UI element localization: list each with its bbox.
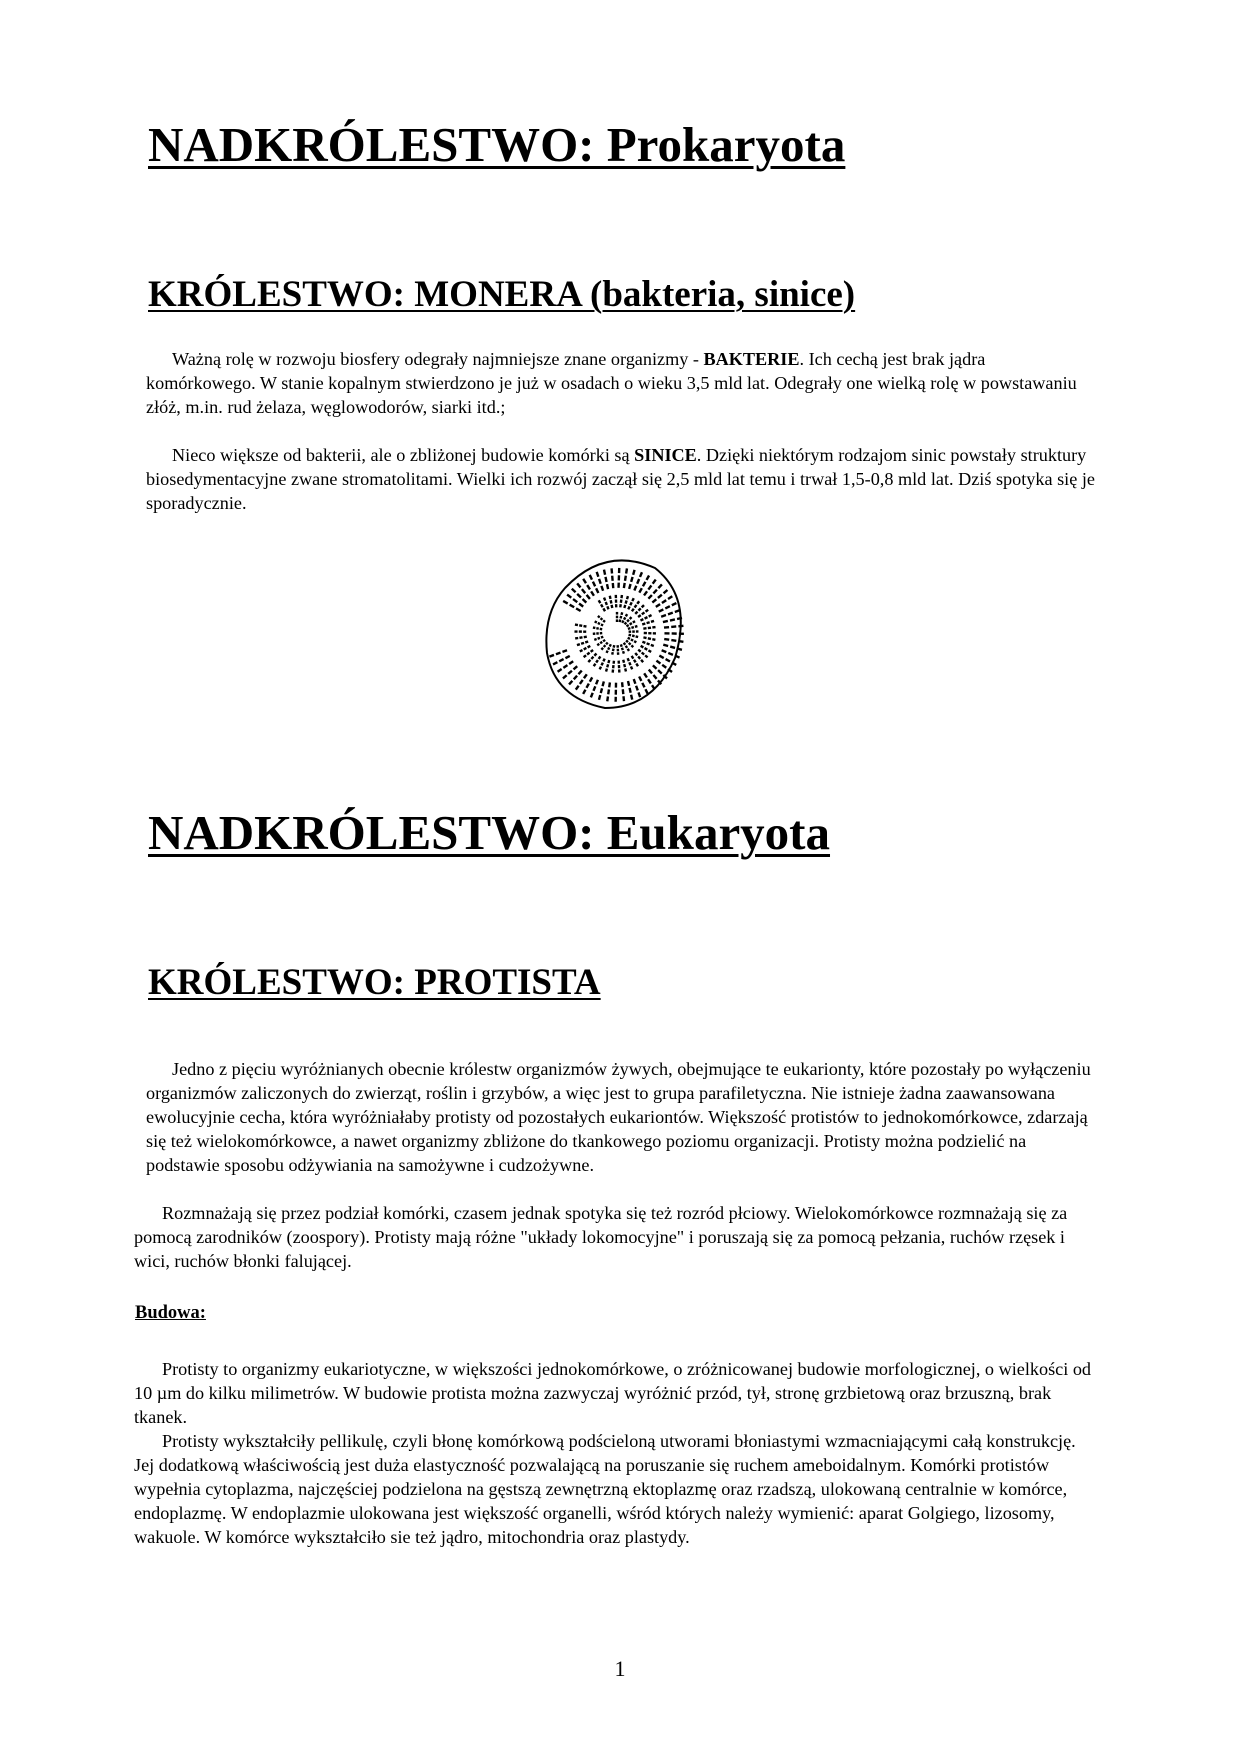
shell-chamber-stroke bbox=[625, 576, 626, 581]
shell-chamber-stroke bbox=[611, 600, 612, 603]
shell-chamber-stroke bbox=[587, 653, 589, 655]
shell-chamber-stroke bbox=[606, 669, 607, 672]
shell-chamber-stroke bbox=[626, 625, 628, 626]
shell-chamber-stroke bbox=[612, 652, 613, 654]
shell-chamber-stroke bbox=[668, 596, 672, 599]
shell-chamber-stroke bbox=[645, 648, 648, 650]
page-number: 1 bbox=[614, 1656, 626, 1681]
shell-chamber-stroke bbox=[575, 625, 578, 626]
shell-chamber-stroke bbox=[591, 591, 594, 595]
shell-chamber-stroke bbox=[608, 647, 609, 649]
shell-chamber-stroke bbox=[624, 664, 625, 667]
shell-chamber-stroke bbox=[628, 628, 630, 629]
shell-chamber-stroke bbox=[635, 605, 637, 608]
shell-chamber-stroke bbox=[584, 674, 587, 678]
shell-chamber-stroke bbox=[601, 618, 603, 620]
shell-chamber-stroke bbox=[632, 636, 634, 637]
shell-chamber-stroke bbox=[639, 677, 641, 681]
shell-chamber-stroke bbox=[668, 613, 673, 615]
shell-chamber-stroke bbox=[586, 684, 588, 688]
shell-chamber-stroke bbox=[634, 586, 636, 591]
shell-chamber-stroke bbox=[631, 639, 633, 640]
shell-chamber-stroke bbox=[623, 660, 624, 663]
shell-chamber-stroke bbox=[625, 622, 627, 624]
shell-chamber-stroke bbox=[652, 599, 656, 602]
shell-chamber-stroke bbox=[574, 676, 577, 680]
shell-chamber-stroke bbox=[631, 645, 633, 647]
shell-chamber-stroke bbox=[635, 653, 637, 655]
shell-chamber-stroke bbox=[568, 671, 572, 674]
shell-chamber-stroke bbox=[642, 642, 645, 643]
shell-chamber-stroke bbox=[642, 653, 644, 655]
shell-chamber-stroke bbox=[604, 570, 605, 575]
shell-chamber-stroke bbox=[665, 606, 670, 608]
shell-chamber-stroke bbox=[648, 595, 652, 599]
shell-chamber-stroke bbox=[594, 639, 596, 640]
shell-chamber-stroke bbox=[603, 620, 605, 622]
shell-chamber-stroke bbox=[651, 621, 654, 622]
shell-chamber-stroke bbox=[622, 621, 623, 623]
shell-chamber-stroke bbox=[647, 643, 650, 644]
shell-chamber-stroke bbox=[671, 640, 676, 641]
shell-chamber-stroke bbox=[659, 656, 663, 658]
shell-chamber-stroke bbox=[591, 650, 593, 652]
shell-chamber-stroke bbox=[622, 612, 623, 615]
shell-chamber-stroke bbox=[664, 639, 669, 640]
shell-chamber-stroke bbox=[658, 584, 662, 588]
shell-chamber-stroke bbox=[630, 688, 631, 693]
shell-chamber-stroke bbox=[628, 658, 629, 661]
shell-chamber-stroke bbox=[581, 643, 584, 644]
shell-chamber-stroke bbox=[610, 596, 611, 599]
shell-chamber-stroke bbox=[600, 642, 602, 643]
shell-chamber-stroke bbox=[583, 599, 587, 603]
shell-chamber-stroke bbox=[628, 649, 629, 651]
shell-chamber-stroke bbox=[656, 604, 660, 607]
budowa-paragraph-morphology: Protisty to organizmy eukariotyczne, w większości jednokomórkowe, o zróżnicowanej budowie morfologicznej, o wielkości od 10 µm do kilku milimetrów. W budowie protista można zazwyczaj wyróżnić przód, tył, stronę grzbietową oraz brzuszną, brak tkanek. bbox=[134, 1359, 1092, 1427]
shell-chamber-stroke bbox=[601, 688, 602, 693]
shell-chamber-stroke bbox=[603, 608, 605, 611]
shell-chamber-stroke bbox=[670, 647, 675, 648]
shell-chamber-stroke bbox=[584, 655, 586, 657]
shell-chamber-stroke bbox=[577, 594, 581, 598]
shell-chamber-stroke bbox=[563, 675, 567, 678]
shell-chamber-stroke bbox=[608, 660, 609, 663]
shell-chamber-stroke bbox=[607, 696, 608, 701]
heading-eukaryota: NADKRÓLESTWO: Eukaryota bbox=[148, 805, 831, 860]
shell-chamber-stroke bbox=[639, 588, 642, 592]
shell-chamber-stroke bbox=[638, 608, 640, 610]
shell-chamber-stroke bbox=[647, 622, 650, 623]
shell-chamber-stroke bbox=[608, 689, 609, 694]
shell-chamber-stroke bbox=[620, 620, 621, 623]
shell-chamber-stroke bbox=[626, 646, 627, 648]
shell-chamber-stroke bbox=[633, 621, 635, 622]
shell-chamber-stroke bbox=[638, 615, 641, 617]
shell-chamber-stroke bbox=[651, 645, 654, 646]
shell-chamber-stroke bbox=[653, 590, 657, 594]
shell-chamber-stroke bbox=[645, 617, 648, 618]
shell-chamber-stroke bbox=[634, 641, 636, 642]
shell-chamber-stroke bbox=[634, 660, 636, 663]
shell-chamber-stroke bbox=[645, 689, 647, 693]
shell-chamber-stroke bbox=[637, 579, 639, 584]
shell-chamber-stroke bbox=[630, 617, 632, 619]
shell-chamber-stroke bbox=[642, 605, 644, 607]
shell-chamber-stroke bbox=[644, 673, 647, 677]
shell-chamber-stroke bbox=[580, 650, 583, 651]
shell-chamber-stroke bbox=[584, 648, 587, 649]
shell-chamber-stroke bbox=[624, 643, 625, 645]
shell-chamber-stroke bbox=[627, 620, 629, 622]
shell-chamber-stroke bbox=[625, 668, 626, 671]
shell-chamber-stroke bbox=[656, 661, 660, 664]
shell-chamber-stroke bbox=[606, 577, 607, 582]
foraminifera-shell-icon bbox=[535, 548, 690, 713]
shell-chamber-stroke bbox=[672, 603, 677, 605]
shell-chamber-stroke bbox=[602, 663, 603, 666]
shell-chamber-stroke bbox=[604, 598, 605, 601]
bacteria-bold: BAKTERIE bbox=[703, 349, 800, 369]
shell-chamber-stroke bbox=[594, 654, 596, 656]
shell-chamber-stroke bbox=[590, 677, 592, 681]
shell-chamber-stroke bbox=[577, 644, 580, 645]
shell-chamber-stroke bbox=[622, 648, 623, 650]
shell-chamber-stroke bbox=[572, 589, 576, 593]
shell-chamber-stroke bbox=[642, 612, 645, 614]
shell-chamber-stroke bbox=[596, 588, 598, 593]
budowa-paragraph-pellicle: Protisty wykształciły pellikulę, czyli błonę komórkową podścieloną utworami błoniastymi wzmacniającymi całą konstrukcję. Jej dodatkową właściwością jest duża elastyczność pozwalającą na poruszanie się ruchem ameboidalnym. Komórki protistów wypełnia cytoplazma, najczęściej podzielona na gęstszą zewnętrzną ektoplazmę oraz rzadszą, ulokowaną centralnie w komórce, endoplazmę. W endoplazmie ulokowana jest większość organelli, wśród których należy wymienić: aparat Golgiego, lizosomy, wakuole. W komórce wykształciło sie też jądro, mitochondria oraz plastydy. bbox=[134, 1431, 1076, 1547]
shell-chamber-stroke bbox=[659, 609, 664, 611]
heading-protista: KRÓLESTWO: PROTISTA bbox=[148, 962, 601, 1003]
shell-chamber-stroke bbox=[593, 686, 595, 691]
shell-chamber-stroke bbox=[663, 621, 668, 622]
shell-chamber-stroke bbox=[662, 650, 667, 652]
shell-chamber-stroke bbox=[634, 679, 636, 684]
shell-chamber-stroke bbox=[607, 651, 608, 653]
shell-chamber-stroke bbox=[649, 615, 652, 616]
shell-chamber-stroke bbox=[588, 646, 591, 647]
shell-chamber-stroke bbox=[640, 619, 643, 620]
shell-chamber-stroke bbox=[645, 655, 647, 657]
shell-chamber-stroke bbox=[597, 572, 599, 577]
shell-chamber-stroke bbox=[576, 608, 581, 611]
shell-chamber-stroke bbox=[636, 636, 638, 637]
shell-chamber-stroke bbox=[609, 682, 610, 687]
shell-chamber-stroke bbox=[631, 666, 632, 669]
shell-chamber-stroke bbox=[600, 667, 601, 670]
shell-chamber-stroke bbox=[614, 645, 615, 647]
shell-chamber-stroke bbox=[626, 568, 627, 573]
shell-chamber-stroke bbox=[576, 686, 579, 690]
shell-chamber-stroke bbox=[668, 653, 673, 655]
shell-chamber-stroke bbox=[644, 591, 647, 595]
shell-chamber-stroke bbox=[583, 690, 585, 694]
shell-chamber-stroke bbox=[621, 616, 622, 619]
heading-budowa: Budowa: bbox=[135, 1303, 206, 1323]
shell-chamber-stroke bbox=[629, 584, 630, 589]
heading-monera: KRÓLESTWO: MONERA (bakteria, sinice) bbox=[148, 274, 856, 315]
shell-chamber-stroke bbox=[635, 612, 637, 614]
shell-chamber-stroke bbox=[662, 600, 666, 603]
shell-chamber-stroke bbox=[646, 610, 649, 612]
shell-chamber-stroke bbox=[649, 670, 652, 674]
shell-chamber-stroke bbox=[599, 695, 600, 700]
shell-chamber-stroke bbox=[607, 606, 608, 609]
shell-chamber-stroke bbox=[580, 680, 583, 684]
shell-chamber-stroke bbox=[570, 605, 575, 608]
shell-chamber-stroke bbox=[652, 639, 655, 640]
sinice-bold: SINICE bbox=[634, 445, 697, 465]
shell-chamber-stroke bbox=[661, 615, 666, 617]
shell-chamber-stroke bbox=[569, 681, 572, 685]
shell-outline bbox=[546, 560, 680, 708]
shell-chamber-stroke bbox=[630, 623, 632, 624]
shell-chamber-stroke bbox=[583, 626, 586, 627]
shell-chamber-stroke bbox=[624, 617, 625, 619]
shell-chamber-stroke bbox=[636, 686, 638, 691]
shell-chamber-stroke bbox=[629, 643, 631, 645]
shell-chamber-stroke bbox=[573, 599, 577, 602]
shell-chamber-stroke bbox=[567, 595, 571, 598]
shell-chamber-stroke bbox=[587, 585, 590, 589]
shell-chamber-stroke bbox=[648, 638, 651, 639]
shell-chamber-stroke bbox=[624, 583, 625, 588]
shell-chamber-stroke bbox=[647, 575, 650, 579]
shell-chamber-stroke bbox=[643, 582, 646, 586]
shell-chamber-stroke bbox=[587, 595, 590, 599]
shell-chamber-stroke bbox=[638, 656, 640, 658]
shell-chamber-stroke bbox=[593, 582, 595, 587]
shell-chamber-stroke bbox=[599, 579, 601, 584]
shell-chamber-stroke bbox=[599, 656, 601, 659]
shell-chamber-stroke bbox=[631, 627, 633, 628]
shell-chamber-stroke bbox=[574, 666, 578, 669]
shell-chamber-stroke bbox=[578, 671, 581, 675]
shell-chamber-stroke bbox=[638, 692, 640, 697]
shell-chamber-stroke bbox=[670, 619, 675, 620]
shell-chamber-stroke bbox=[653, 665, 657, 668]
shell-chamber-stroke bbox=[597, 644, 599, 645]
shell-chamber-stroke bbox=[598, 616, 600, 618]
shell-chamber-stroke bbox=[603, 681, 604, 686]
shell-chamber-stroke bbox=[563, 665, 567, 668]
monera-paragraph-bacteria: Ważną rolę w rozwoju biosfery odegrały najmniejsze znane organizmy - BAKTERIE. Ich cechą jest brak jądra komórkowego. W stanie kopalnym stwierdzono je już w osadach o wieku 3,5 mld lat. Odegrały one wielką rolę w powstawaniu złóż, m.in. rud żelaza, węglowodorów, siarki itd.; bbox=[146, 349, 1077, 417]
shell-chamber-stroke bbox=[641, 660, 643, 662]
shell-chamber-stroke bbox=[595, 621, 597, 622]
shell-chamber-stroke bbox=[591, 693, 593, 698]
shell-chamber-stroke bbox=[628, 606, 629, 609]
shell-chamber-stroke bbox=[549, 655, 554, 657]
shell-chamber-stroke bbox=[642, 624, 645, 625]
shell-chamber-stroke bbox=[626, 640, 628, 642]
shell-chamber-stroke bbox=[629, 635, 631, 636]
shell-chamber-stroke bbox=[601, 648, 603, 650]
shell-chamber-stroke bbox=[648, 585, 651, 589]
heading-prokaryota: NADKRÓLESTWO: Prokaryota bbox=[148, 117, 846, 172]
shell-chamber-stroke bbox=[565, 656, 569, 658]
shell-chamber-stroke bbox=[637, 601, 639, 604]
shell-chamber-stroke bbox=[632, 609, 634, 612]
protista-paragraph-definition: Jedno z pięciu wyróżnianych obecnie królestw organizmów żywych, obejmujące te eukarionty, które pozostały po wyłączeniu organizmów zaliczonych do zwierząt, roślin i grzybów, a więc jest to grupa parafiletyczna. Nie istnieje żadna zaawansowana ewolucyjnie cecha, która wyróżniałaby protisty od pozostałych eukariontów. Większość protistów to jednokomórkowce, zdarzają się też wielokomórkowce, a nawet organizmy zbliżone do tkankowego poziomu organizacji. Protisty można podzielić na podstawie sposobu odżywiania na samożywne i cudzożywne. bbox=[146, 1059, 1091, 1175]
shell-chamber-stroke bbox=[598, 623, 600, 624]
shell-chamber-stroke bbox=[642, 683, 644, 687]
shell-chamber-stroke bbox=[559, 659, 563, 661]
shell-chamber-stroke bbox=[641, 646, 644, 648]
shell-chamber-stroke bbox=[588, 660, 590, 662]
shell-chamber-stroke bbox=[628, 638, 630, 639]
shell-chamber-stroke bbox=[658, 595, 662, 598]
shell-chamber-stroke bbox=[563, 601, 568, 604]
shell-chamber-stroke bbox=[601, 624, 603, 625]
shell-chamber-stroke bbox=[633, 570, 634, 575]
shell-chamber-stroke bbox=[632, 598, 633, 601]
shell-chamber-stroke bbox=[628, 681, 629, 686]
shell-chamber-stroke bbox=[666, 659, 670, 661]
shell-chamber-stroke bbox=[601, 586, 603, 591]
shell-chamber-stroke bbox=[556, 653, 561, 655]
shell-chamber-stroke bbox=[596, 680, 598, 685]
shell-chamber-stroke bbox=[553, 662, 557, 664]
shell-chamber-stroke bbox=[599, 600, 601, 603]
shell-chamber-stroke bbox=[603, 640, 605, 641]
shell-chamber-stroke bbox=[610, 644, 611, 646]
shell-chamber-stroke bbox=[627, 596, 628, 599]
shell-chamber-stroke bbox=[635, 626, 637, 627]
shell-chamber-stroke bbox=[632, 656, 634, 659]
shell-chamber-stroke bbox=[630, 602, 631, 605]
shell-chamber-stroke bbox=[604, 645, 606, 647]
shell-chamber-stroke bbox=[638, 650, 640, 652]
shell-chamber-stroke bbox=[624, 605, 625, 608]
shell-chamber-stroke bbox=[612, 605, 613, 608]
shell-chamber-stroke bbox=[601, 637, 603, 638]
shell-chamber-stroke bbox=[585, 641, 588, 642]
shell-chamber-stroke bbox=[582, 589, 585, 593]
shell-chamber-stroke bbox=[621, 644, 622, 646]
shell-chamber-stroke bbox=[623, 651, 624, 653]
shell-chamber-stroke bbox=[631, 577, 632, 582]
shell-chamber-stroke bbox=[603, 659, 604, 662]
shell-chamber-stroke bbox=[596, 660, 598, 663]
shell-chamber-stroke bbox=[640, 572, 642, 577]
shell-chamber-stroke bbox=[590, 575, 592, 580]
shell-chamber-stroke bbox=[629, 662, 630, 665]
shell-chamber-stroke bbox=[606, 602, 607, 605]
shell-chamber-stroke bbox=[591, 657, 593, 659]
protista-paragraph-reproduction: Rozmnażają się przez podział komórki, czasem jednak spotyka się też rozród płciowy. Wielokomórkowce rozmnażają się za pomocą zarodników (zoospory). Protisty mają różne "układy lokomocyjne" i poruszają się za pomocą pełzania, ruchów rzęsek i wici, ruchów błonki falującej. bbox=[134, 1203, 1068, 1271]
shell-chamber-stroke bbox=[648, 679, 651, 683]
shell-chamber-stroke bbox=[626, 614, 627, 616]
shell-chamber-stroke bbox=[577, 583, 580, 587]
shell-chamber-stroke bbox=[648, 650, 651, 652]
shell-chamber-stroke bbox=[598, 638, 600, 639]
shell-chamber-stroke bbox=[579, 604, 583, 607]
shell-chamber-stroke bbox=[631, 695, 632, 700]
shell-chamber-stroke bbox=[583, 579, 586, 583]
shell-chamber-stroke bbox=[569, 661, 573, 664]
shell-chamber-stroke bbox=[607, 664, 608, 667]
shell-chamber-stroke bbox=[562, 650, 567, 652]
shell-chamber-stroke bbox=[594, 664, 596, 667]
shell-chamber-stroke bbox=[626, 601, 627, 604]
shell-chamber-stroke bbox=[613, 649, 614, 651]
monera-paragraph-cyanobacteria: Nieco większe od bakterii, ale o zbliżonej budowie komórki są SINICE. Dzięki niektórym rodzajom sinic powstały struktury biosedymentacyjne zwane stromatolitami. Wielki ich rozwój zaczął się 2,5 mld lat temu i trwał 1,5-0,8 mld lat. Dziś spotyka się je sporadycznie. bbox=[146, 445, 1095, 513]
shell-chamber-stroke bbox=[579, 625, 582, 626]
shell-chamber-stroke bbox=[606, 642, 608, 644]
shell-chamber-stroke bbox=[664, 590, 668, 593]
shell-chamber-stroke bbox=[658, 670, 662, 673]
shell-chamber-stroke bbox=[607, 584, 608, 589]
shell-chamber-stroke bbox=[663, 645, 668, 646]
shell-chamber-stroke bbox=[636, 664, 638, 667]
shell-chamber-stroke bbox=[558, 669, 562, 672]
shell-chamber-stroke bbox=[643, 637, 646, 638]
shell-chamber-stroke bbox=[653, 580, 656, 584]
shell-chamber-stroke bbox=[601, 604, 603, 607]
shell-chamber-stroke bbox=[662, 665, 666, 668]
shell-chamber-stroke bbox=[653, 675, 656, 679]
